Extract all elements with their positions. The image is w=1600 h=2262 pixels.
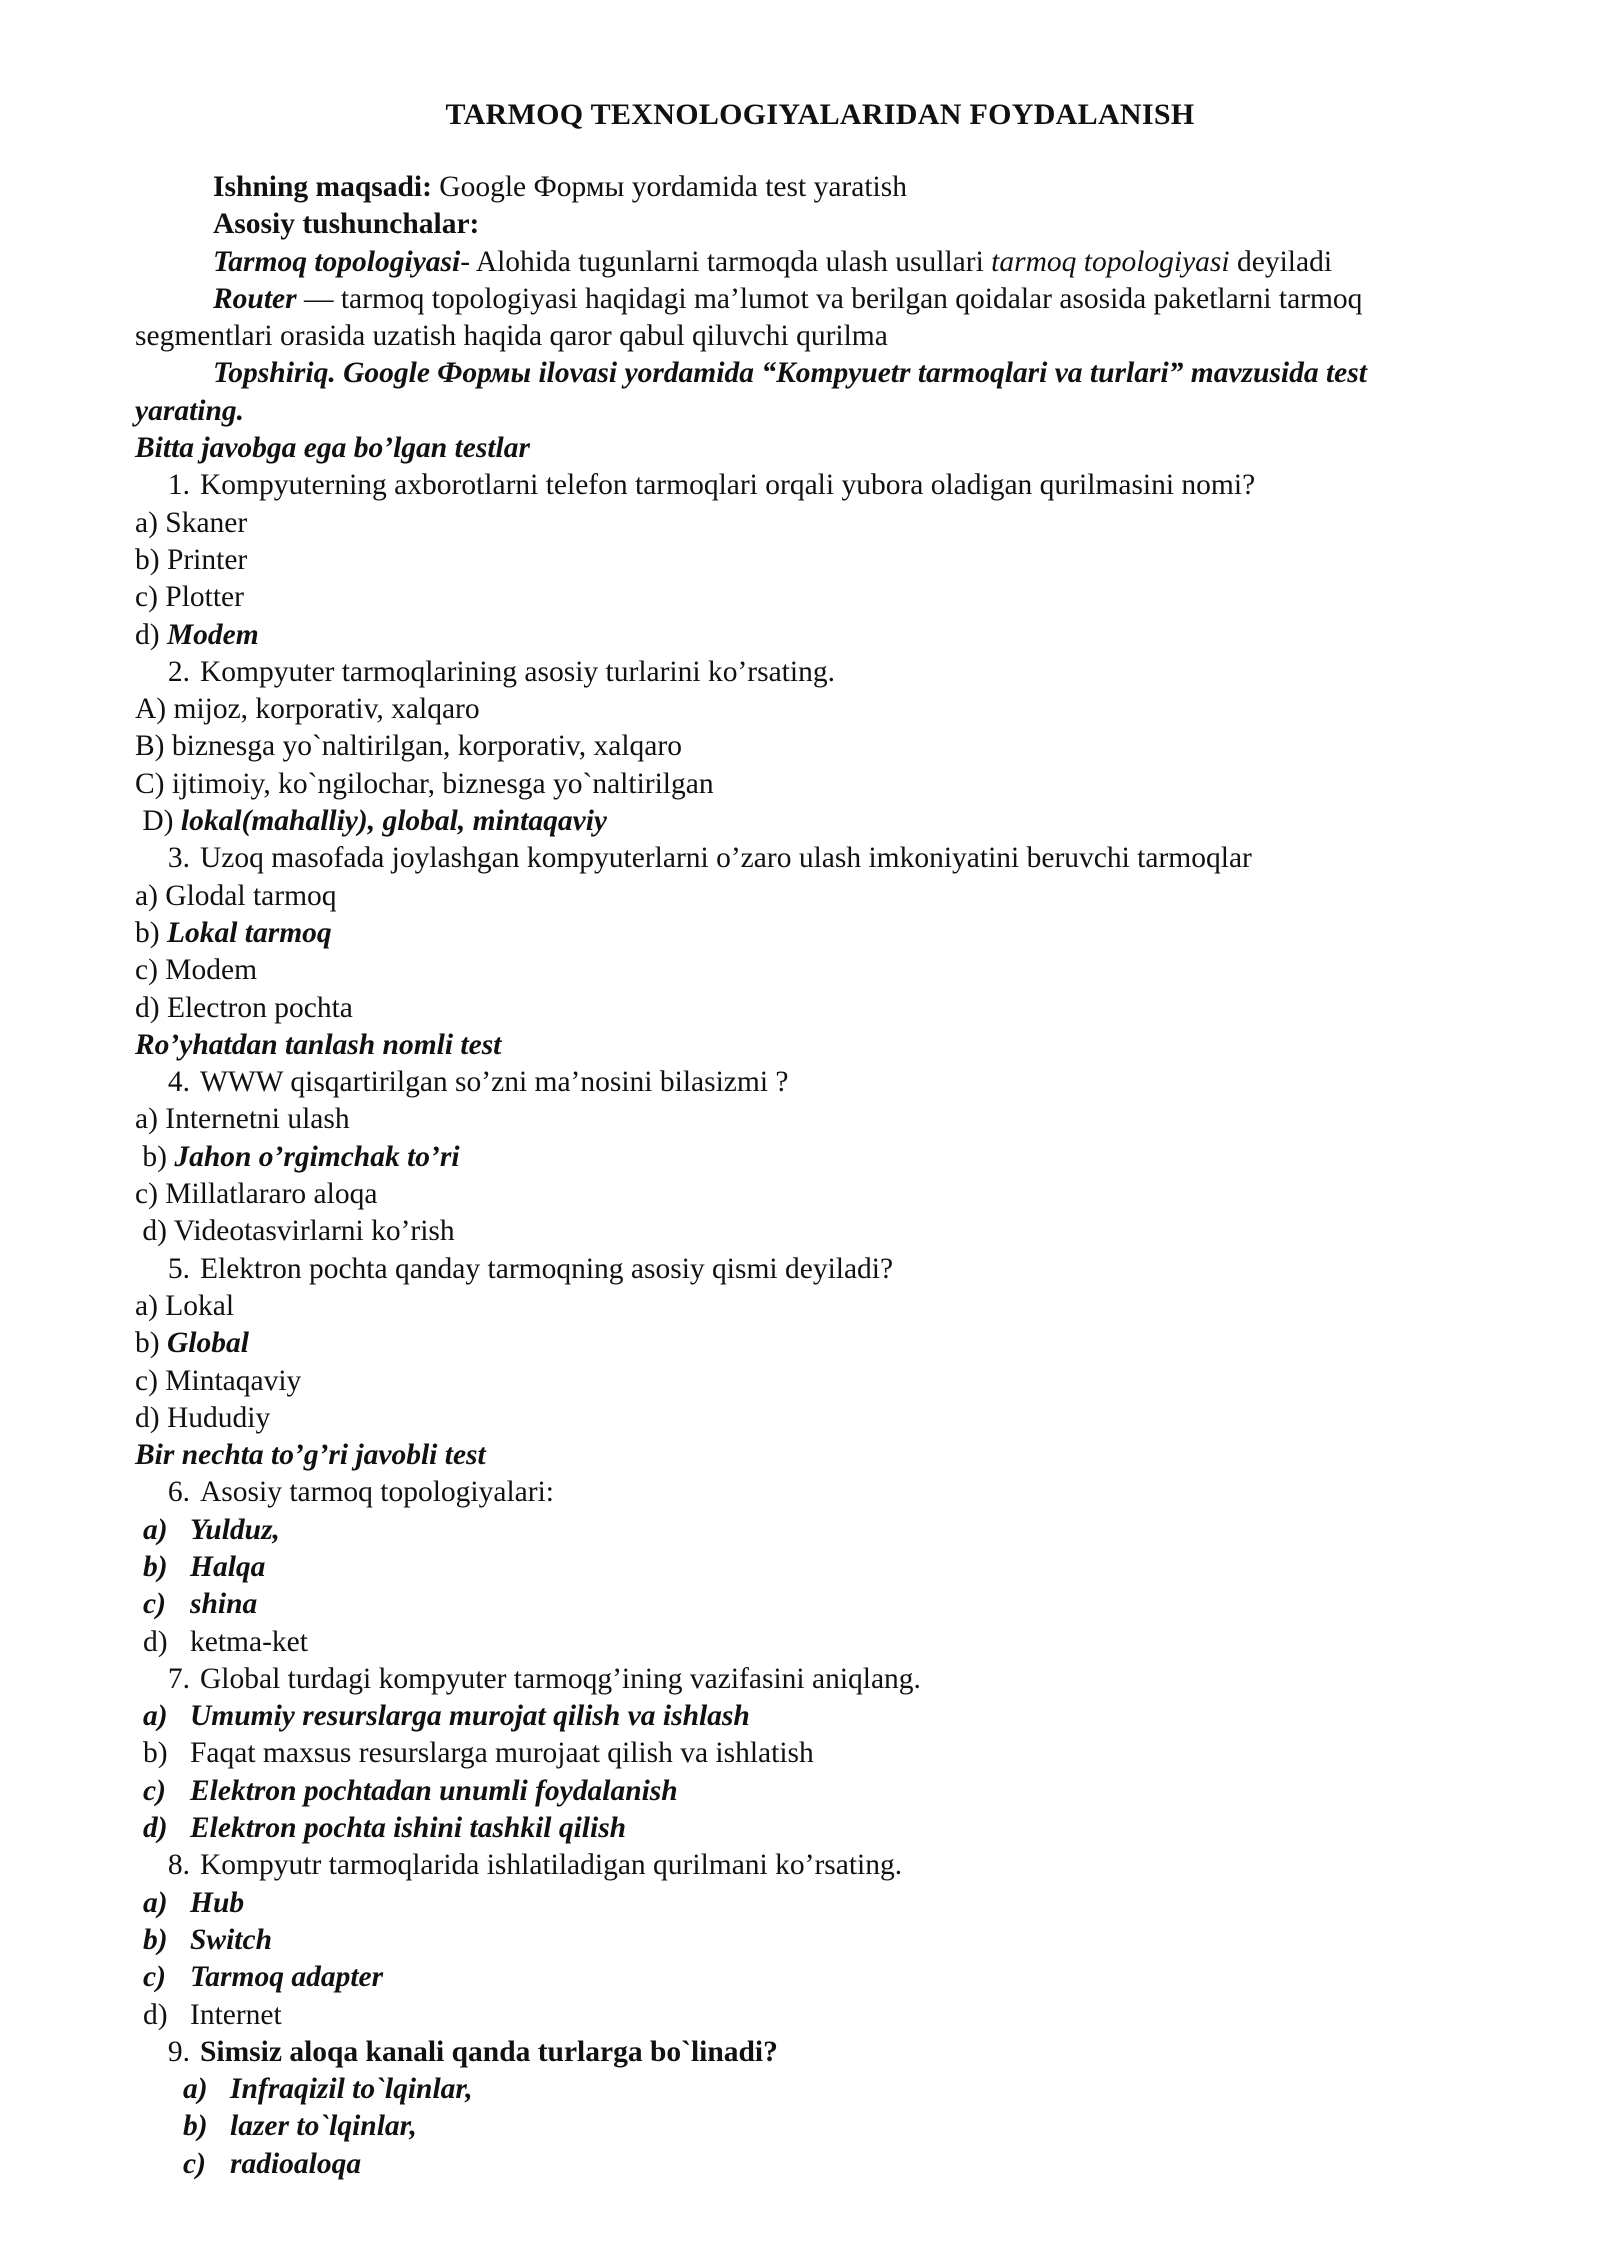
q4-option-c: c) Millatlararo aloqa <box>135 1178 378 1211</box>
correct-answer: Elektron pochtadan unumli foydalanish <box>190 1774 678 1807</box>
concepts-label: Asosiy tushunchalar: <box>213 208 480 241</box>
q2-option-c: C) ijtimoiy, ko`ngilochar, biznesga yo`naltirilgan <box>135 767 714 800</box>
q8-option-d <box>135 1997 1495 2034</box>
router-definition <box>135 281 1495 318</box>
question-number: 3. <box>167 842 190 875</box>
q1-option-a: a) Skaner <box>135 506 248 539</box>
q7-option-a <box>135 1698 1495 1735</box>
option-label: c) <box>143 1961 166 1994</box>
correct-answer: Umumiy resurslarga murojat qilish va ishlash <box>190 1700 750 1733</box>
q5-option-c: c) Mintaqaviy <box>135 1364 302 1397</box>
topology-text-1: - Alohida tugunlarni tarmoqda ulash usullari <box>460 245 992 278</box>
correct-answer: shina <box>190 1588 258 1621</box>
q9-option-b <box>135 2108 1495 2145</box>
goal-text: Google Формы yordamida test yaratish <box>431 171 907 203</box>
option-label: d) <box>143 1812 168 1845</box>
question-text: Elektron pochta qanday tarmoqning asosiy qismi deyiladi? <box>200 1252 894 1285</box>
document-title: TARMOQ TEXNOLOGIYALARIDAN FOYDALANISH <box>445 98 1195 131</box>
q2-option-b: B) biznesga yo`naltirilgan, korporativ, xalqaro <box>135 730 682 763</box>
q3-option-d: d) Electron pochta <box>135 991 353 1024</box>
q2-option-a: A) mijoz, korporativ, xalqaro <box>135 693 480 726</box>
q3-option-c: c) Modem <box>135 954 258 987</box>
option-text: Faqat maxsus resurslarga murojaat qilish va ishlatish <box>190 1737 814 1770</box>
correct-answer: Tarmoq adapter <box>190 1961 384 1994</box>
q4-option-a: a) Internetni ulash <box>135 1103 350 1136</box>
question-8 <box>135 1847 1495 1884</box>
option-prefix: b) <box>135 1140 175 1173</box>
q5-option-b <box>135 1325 1495 1362</box>
correct-answer: Halqa <box>190 1550 266 1583</box>
q8-option-b <box>135 1922 1495 1959</box>
question-4 <box>135 1064 1495 1101</box>
router-text-1: — tarmoq topologiyasi haqidagi ma’lumot va berilgan qoidalar asosida paketlarni tarmoq <box>296 282 1363 315</box>
option-label: a) <box>143 1700 168 1733</box>
q5-option-d: d) Hududiy <box>135 1401 271 1434</box>
option-label: a) <box>143 1886 168 1919</box>
option-label: c) <box>143 1588 166 1621</box>
q2-option-d <box>135 803 1495 840</box>
option-prefix: d) <box>135 618 167 651</box>
q6-option-d <box>135 1624 1495 1661</box>
q8-option-c <box>135 1959 1495 1996</box>
question-text: WWW qisqartirilgan so’zni ma’nosini bilasizmi ? <box>200 1066 789 1099</box>
topology-text-2: deyiladi <box>1229 245 1333 278</box>
document-body <box>135 169 1495 2183</box>
correct-answer: Modem <box>166 618 259 651</box>
question-text: Uzoq masofada joylashgan kompyuterlarni o’zaro ulash imkoniyatini beruvchi tarmoqlar <box>200 842 1252 875</box>
question-3 <box>135 840 1495 877</box>
question-number: 5. <box>167 1252 190 1285</box>
correct-answer: lokal(mahalliy), global, mintaqaviy <box>180 805 607 838</box>
q6-option-b <box>135 1549 1495 1586</box>
concepts-heading <box>135 206 1495 243</box>
section-multiple-answer: Bir nechta to’g’ri javobli test <box>135 1439 486 1472</box>
router-term: Router <box>213 282 297 315</box>
option-label: b) <box>183 2110 208 2143</box>
question-text: Asosiy tarmoq topologiyalari: <box>200 1476 554 1509</box>
q7-option-c <box>135 1773 1495 1810</box>
option-label: d) <box>143 1998 168 2031</box>
correct-answer: Yulduz, <box>190 1513 280 1546</box>
topology-term: Tarmoq topologiyasi <box>213 245 461 278</box>
q1-option-c: c) Plotter <box>135 581 244 614</box>
q1-option-d <box>135 617 1495 654</box>
option-label: b) <box>143 1737 168 1770</box>
correct-answer: Switch <box>190 1923 272 1956</box>
question-number: 4. <box>167 1066 190 1099</box>
q4-option-b <box>135 1139 1495 1176</box>
option-prefix: b) <box>135 916 167 949</box>
q6-option-c <box>135 1586 1495 1623</box>
question-6 <box>135 1474 1495 1511</box>
router-definition-cont: segmentlari orasida uzatish haqida qaror qabul qiluvchi qurilma <box>135 320 888 353</box>
question-number: 6. <box>167 1476 190 1509</box>
correct-answer: Elektron pochta ishini tashkil qilish <box>190 1812 627 1845</box>
question-text: Kompyuter tarmoqlarining asosiy turlarini ko’rsating. <box>200 655 835 688</box>
question-5 <box>135 1251 1495 1288</box>
option-label: a) <box>143 1513 168 1546</box>
q1-option-b: b) Printer <box>135 543 248 576</box>
q9-option-a <box>135 2071 1495 2108</box>
topology-definition <box>135 244 1495 281</box>
correct-answer: Infraqizil to`lqinlar, <box>230 2073 473 2106</box>
task-line-1: Topshiriq. Google Формы ilovasi yordamida “Kompyuetr tarmoqlari va turlari” mavzusida test <box>213 357 1367 390</box>
option-prefix: D) <box>135 805 181 838</box>
question-number: 2. <box>167 655 190 688</box>
task-line-2: yarating. <box>135 394 244 427</box>
option-label: d) <box>143 1625 168 1658</box>
option-label: b) <box>143 1923 168 1956</box>
question-9 <box>135 2034 1495 2071</box>
q3-option-a: a) Glodal tarmoq <box>135 879 337 912</box>
question-number: 9. <box>167 2035 190 2068</box>
correct-answer: Jahon o’rgimchak to’ri <box>174 1140 460 1173</box>
question-1 <box>135 467 1495 504</box>
option-text: Internet <box>190 1998 282 2031</box>
correct-answer: radioaloqa <box>230 2147 362 2180</box>
question-7 <box>135 1661 1495 1698</box>
correct-answer: Global <box>166 1327 249 1360</box>
question-text: Kompyuterning axborotlarni telefon tarmoqlari orqali yubora oladigan qurilmasini nomi? <box>200 469 1256 502</box>
question-text: Simsiz aloqa kanali qanda turlarga bo`linadi? <box>200 2035 778 2068</box>
option-label: a) <box>183 2073 208 2106</box>
question-2 <box>135 654 1495 691</box>
question-number: 7. <box>167 1662 190 1695</box>
q4-option-d: d) Videotasvirlarni ko’rish <box>135 1215 455 1248</box>
correct-answer: Lokal tarmoq <box>166 916 332 949</box>
option-text: ketma-ket <box>190 1625 308 1658</box>
q7-option-d <box>135 1810 1495 1847</box>
question-number: 8. <box>167 1849 190 1882</box>
q8-option-a <box>135 1885 1495 1922</box>
goal-label: Ishning maqsadi: <box>213 171 432 203</box>
q9-option-c <box>135 2146 1495 2183</box>
section-single-answer: Bitta javobga ega bo’lgan testlar <box>135 432 530 465</box>
correct-answer: lazer to`lqinlar, <box>230 2110 417 2143</box>
question-number: 1. <box>167 469 190 502</box>
goal-line <box>135 169 1495 206</box>
topology-term-2: tarmoq topologiyasi <box>991 245 1230 278</box>
question-text: Kompyutr tarmoqlarida ishlatiladigan qurilmani ko’rsating. <box>200 1849 903 1882</box>
correct-answer: Hub <box>190 1886 245 1919</box>
q5-option-a: a) Lokal <box>135 1289 235 1322</box>
option-label: b) <box>143 1550 168 1583</box>
option-prefix: b) <box>135 1327 167 1360</box>
q7-option-b <box>135 1735 1495 1772</box>
q6-option-a <box>135 1512 1495 1549</box>
section-dropdown-test: Ro’yhatdan tanlash nomli test <box>135 1028 502 1061</box>
question-text: Global turdagi kompyuter tarmoqg’ining vazifasini aniqlang. <box>200 1662 921 1695</box>
option-label: c) <box>143 1774 166 1807</box>
q3-option-b <box>135 915 1495 952</box>
option-label: c) <box>183 2147 206 2180</box>
